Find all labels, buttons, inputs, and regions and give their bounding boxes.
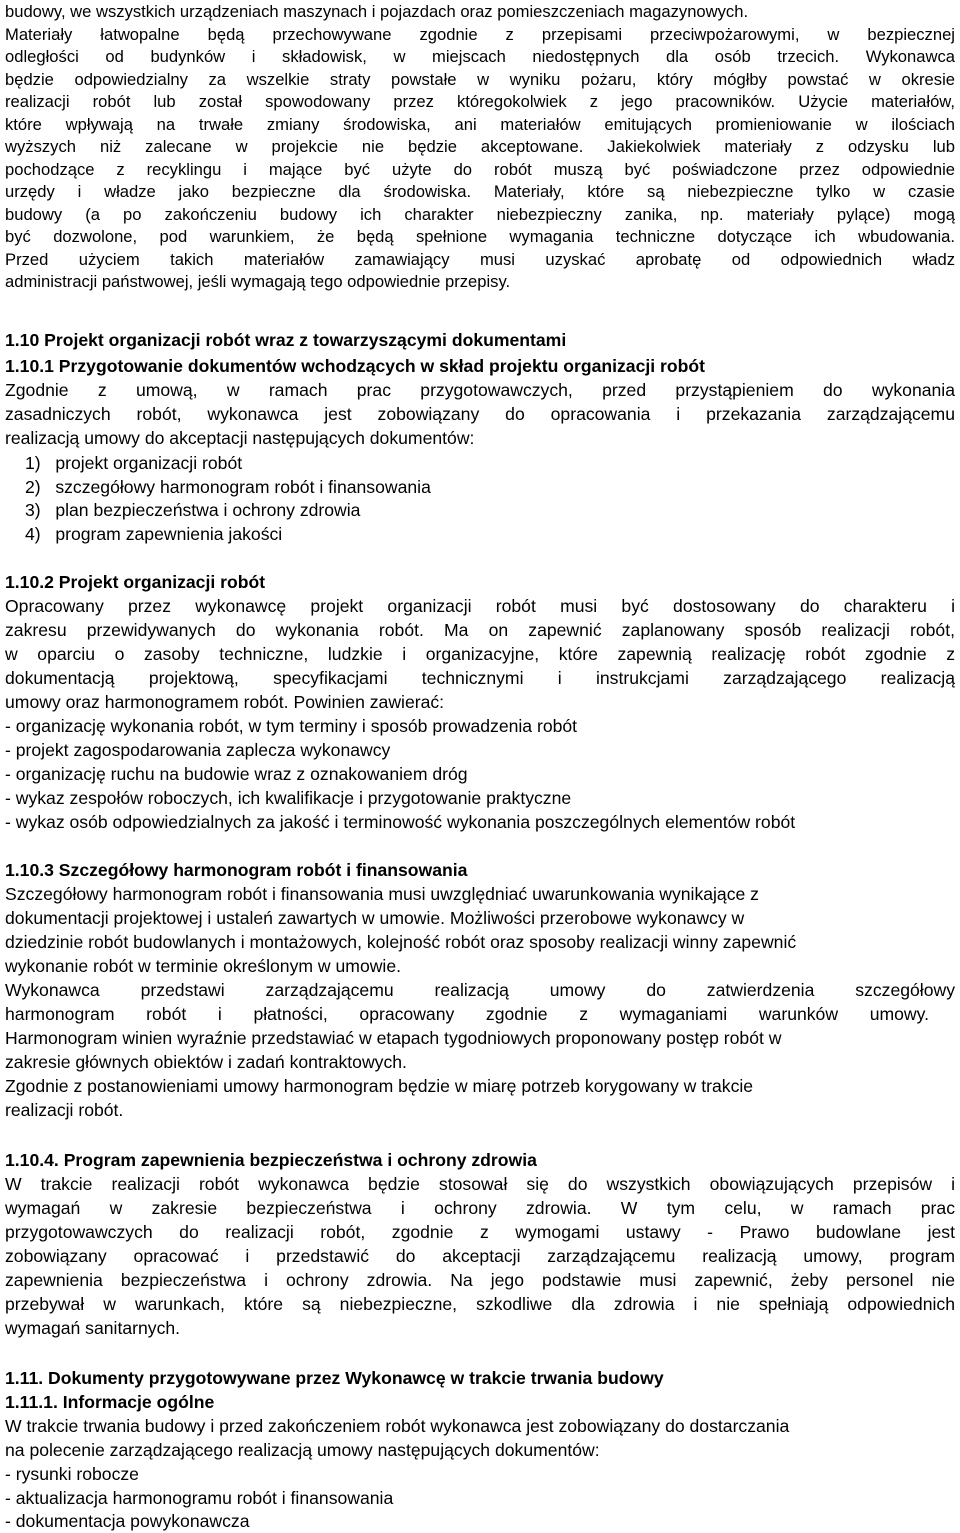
list-item: - wykaz osób odpowiedzialnych za jakość i terminowość wykonania poszczególnych elementów robót	[5, 812, 796, 832]
text-line: Wykonawca przedstawi zarządzającemu realizacją umowy do zatwierdzenia szczegółowy	[5, 980, 955, 1000]
text-line: zasadniczych robót, wykonawca jest zobowiązany do opracowania i przekazania zarządzającemu	[5, 404, 955, 424]
text-line: odległości od budynków i składowisk, w miejscach niedostępnych dla osób trzecich. Wykonawca	[5, 47, 955, 66]
text-line: budowy (a po zakończeniu budowy ich charakter niebezpieczny zanika, np. materiały pylące) mogą	[5, 204, 955, 224]
text-line: dokumentacji projektowej i ustaleń zawartych w umowie. Możliwości przerobowe wykonawcy w	[5, 908, 745, 928]
text-line: umowy oraz harmonogramem robót. Powinien zawierać:	[5, 692, 445, 712]
list-item: - organizację ruchu na budowie wraz z oznakowaniem dróg	[5, 764, 468, 784]
text-line: zapewnienia bezpieczeństwa i ochrony zdrowia. Na jego podstawie musi zapewnić, żeby personel nie	[5, 1270, 955, 1290]
text-line: na polecenie zarządzającego realizacją umowy następujących dokumentów:	[5, 1440, 600, 1460]
list-item: - wykaz zespołów roboczych, ich kwalifikacje i przygotowanie praktyczne	[5, 788, 572, 808]
text-line: przygotowawczych do realizacji robót, zgodnie z wymogami ustawy - Prawo budowlane jest	[5, 1222, 955, 1242]
text-line: będzie odpowiedzialny za wszelkie straty powstałe w wyniku pożaru, który mógłby powstać w okresie	[5, 69, 955, 89]
subsection-heading-1-10-4: 1.10.4. Program zapewnienia bezpieczeństwa i ochrony zdrowia	[5, 1150, 537, 1170]
text-line: zakresie głównych obiektów i zadań kontraktowych.	[5, 1052, 407, 1072]
text-line: wykonanie robót w terminie określonym w umowie.	[5, 956, 402, 976]
list-item: - dokumentacja powykonawcza	[5, 1511, 250, 1531]
list-item: 4) program zapewnienia jakości	[25, 524, 283, 544]
text-line: administracji państwowej, jeśli wymagają tego odpowiednie przepisy.	[5, 272, 511, 291]
text-line: realizacji robót lub został spowodowany przez któregokolwiek z jego pracowników. Użycie materiałów,	[5, 92, 955, 111]
text-line: zobowiązany opracować i przedstawić do akceptacji zarządzającemu realizacją umowy, program	[5, 1246, 955, 1266]
text-line: być dozwolone, pod warunkiem, że będą spełnione wymagania techniczne dotyczące ich wbudowania.	[5, 227, 955, 246]
text-line: realizacją umowy do akceptacji następujących dokumentów:	[5, 428, 475, 448]
section-heading-1-11: 1.11. Dokumenty przygotowywane przez Wykonawcę w trakcie trwania budowy	[5, 1368, 664, 1388]
text-line: wymagań sanitarnych.	[5, 1318, 181, 1338]
text-line: przebywał w warunkach, które są niebezpieczne, szkodliwe dla zdrowia i nie spełniają odpowiednich	[5, 1294, 955, 1314]
text-line: dziedzinie robót budowlanych i montażowych, kolejność robót oraz sposoby realizacji winny zapewnić	[5, 932, 797, 952]
section-heading-1-10: 1.10 Projekt organizacji robót wraz z towarzyszącymi dokumentami	[5, 330, 567, 350]
text-line: dokumentacją projektową, specyfikacjami technicznymi i instrukcjami zarządzającego realizacją	[5, 668, 955, 688]
list-item: 2) szczegółowy harmonogram robót i finansowania	[25, 477, 431, 497]
text-line: realizacji robót.	[5, 1100, 124, 1120]
text-line: Przed użyciem takich materiałów zamawiający musi uzyskać aprobatę od odpowiednich władz	[5, 249, 955, 269]
text-line: zakresu przewidywanych do wykonania robót. Ma on zapewnić zaplanowany sposób realizacji robót,	[5, 620, 955, 640]
text-line: Zgodnie z postanowieniami umowy harmonogram będzie w miarę potrzeb korygowany w trakcie	[5, 1076, 754, 1096]
list-item: - projekt zagospodarowania zaplecza wykonawcy	[5, 740, 391, 760]
text-line: W trakcie realizacji robót wykonawca będzie stosował się do wszystkich obowiązujących przepisów i	[5, 1174, 955, 1194]
text-line: które wpływają na trwałe zmiany środowiska, ani materiałów emitujących promieniowanie w ilościach	[5, 114, 955, 134]
subsection-heading-1-11-1: 1.11.1. Informacje ogólne	[5, 1392, 215, 1412]
list-item: 3) plan bezpieczeństwa i ochrony zdrowia	[25, 500, 361, 520]
subsection-heading-1-10-3: 1.10.3 Szczegółowy harmonogram robót i finansowania	[5, 860, 468, 880]
subsection-heading-1-10-2: 1.10.2 Projekt organizacji robót	[5, 572, 266, 592]
text-line: Materiały łatwopalne będą przechowywane zgodnie z przepisami przeciwpożarowymi, w bezpiecznej	[5, 24, 955, 44]
text-line: budowy, we wszystkich urządzeniach maszynach i pojazdach oraz pomieszczeniach magazynowych.	[5, 2, 749, 21]
text-line: W trakcie trwania budowy i przed zakończeniem robót wykonawca jest zobowiązany do dostarczania	[5, 1416, 790, 1436]
text-line: wyższych niż zalecane w projekcie nie będzie akceptowane. Jakiekolwiek materiały z odzysku lub	[5, 137, 955, 156]
text-line: urzędy i władze jako bezpieczne dla środowiska. Materiały, które są niebezpieczne tylko w czasie	[5, 182, 955, 201]
list-item: - organizację wykonania robót, w tym terminy i sposób prowadzenia robót	[5, 716, 578, 736]
text-line: Zgodnie z umową, w ramach prac przygotowawczych, przed przystąpieniem do wykonania	[5, 380, 955, 400]
text-line: harmonogram robót i płatności, opracowany zgodnie z wymaganiami warunków umowy.	[5, 1004, 929, 1024]
list-item: - aktualizacja harmonogramu robót i finansowania	[5, 1488, 394, 1508]
text-line: Szczegółowy harmonogram robót i finansowania musi uwzględniać uwarunkowania wynikające z	[5, 884, 759, 904]
list-item: 1) projekt organizacji robót	[25, 453, 243, 473]
list-item: - rysunki robocze	[5, 1464, 139, 1484]
subsection-heading-1-10-1: 1.10.1 Przygotowanie dokumentów wchodzących w skład projektu organizacji robót	[5, 356, 705, 376]
text-line: Harmonogram winien wyraźnie przedstawiać w etapach tygodniowych proponowany postęp robót w	[5, 1028, 782, 1048]
text-line: wymagań w zakresie bezpieczeństwa i ochrony zdrowia. W tym celu, w ramach prac	[5, 1198, 955, 1218]
text-line: Opracowany przez wykonawcę projekt organizacji robót musi być dostosowany do charakteru i	[5, 596, 955, 616]
text-line: w oparciu o zasoby techniczne, ludzkie i organizacyjne, które zapewnią realizację robót zgodnie z	[5, 644, 955, 664]
text-line: pochodzące z recyklingu i mające być użyte do robót muszą być poświadczone przez odpowiednie	[5, 159, 955, 179]
